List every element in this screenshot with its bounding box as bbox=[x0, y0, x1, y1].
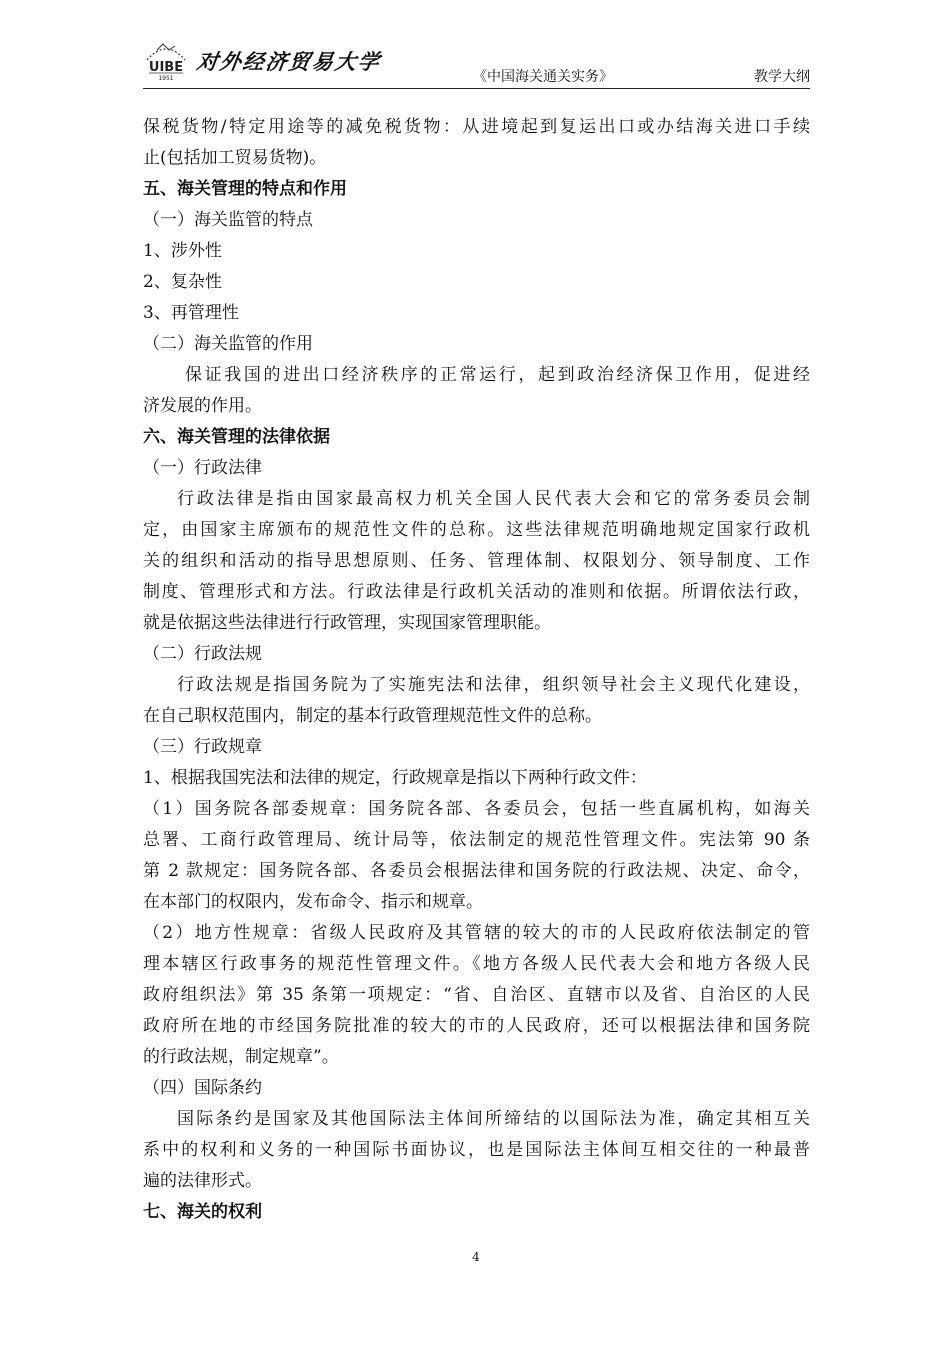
text-line: 就是依据这些法律进行行政管理，实现国家管理职能。 bbox=[143, 613, 551, 633]
text-line: 系中的权利和义务的一种国际书面协议，也是国际法主体间互相交往的一种最普 bbox=[143, 1140, 810, 1160]
text-line: 定，由国家主席颁布的规范性文件的总称。这些法律规范明确地规定国家行政机 bbox=[143, 520, 810, 540]
list-item: 2、复杂性 bbox=[143, 272, 222, 292]
logo-year: 1951 bbox=[158, 75, 174, 82]
document-type: 教学大纲 bbox=[754, 69, 810, 85]
text-line: 政府组织法》第 35 条第一项规定：“省、自治区、直辖市以及省、自治区的人民 bbox=[143, 985, 810, 1005]
text-line: 在自己职权范围内，制定的基本行政管理规范性文件的总称。 bbox=[143, 706, 602, 726]
text-line: 行政法规是指国务院为了实施宪法和法律，组织领导社会主义现代化建设， bbox=[177, 675, 810, 695]
body-text bbox=[143, 112, 810, 1228]
text-line: 保证我国的进出口经济秩序的正常运行，起到政治经济保卫作用，促进经 bbox=[185, 365, 810, 385]
text-line: 国际条约是国家及其他国际法主体间所缔结的以国际法为准，确定其相互关 bbox=[177, 1109, 810, 1129]
section-heading: 六、海关管理的法律依据 bbox=[143, 427, 330, 447]
list-item: 3、再管理性 bbox=[143, 303, 239, 323]
list-item: 1、涉外性 bbox=[143, 241, 222, 261]
subsection-heading: （二）海关监管的作用 bbox=[143, 334, 313, 354]
text-line: 在本部门的权限内，发布命令、指示和规章。 bbox=[143, 892, 483, 912]
subsection-heading: （四）国际条约 bbox=[143, 1078, 262, 1098]
subsection-heading: （三）行政规章 bbox=[143, 737, 262, 757]
text-line: （1）国务院各部委规章：国务院各部、各委员会，包括一些直属机构，如海关 bbox=[143, 799, 810, 819]
course-title: 《中国海关通关实务》 bbox=[473, 69, 613, 85]
section-heading: 七、海关的权利 bbox=[143, 1202, 262, 1222]
page-number: 4 bbox=[472, 1250, 480, 1264]
text-line: 止(包括加工贸易货物)。 bbox=[143, 148, 327, 168]
text-line: 的行政法规，制定规章”。 bbox=[143, 1047, 339, 1067]
page-header bbox=[143, 36, 810, 88]
text-line: 行政法律是指由国家最高权力机关全国人民代表大会和它的常务委员会制 bbox=[177, 489, 810, 509]
text-line: 1、根据我国宪法和法律的规定，行政规章是指以下两种行政文件： bbox=[143, 768, 647, 788]
text-line: 第 2 款规定：国务院各部、各委员会根据法律和国务院的行政法规、决定、命令， bbox=[143, 861, 810, 881]
section-heading: 五、海关管理的特点和作用 bbox=[143, 179, 347, 199]
subsection-heading: （二）行政法规 bbox=[143, 644, 262, 664]
subsection-heading: （一）海关监管的特点 bbox=[143, 210, 313, 230]
text-line: 保税货物/特定用途等的减免税货物：从进境起到复运出口或办结海关进口手续 bbox=[143, 117, 810, 137]
text-line: 关的组织和活动的指导思想原则、任务、管理体制、权限划分、领导制度、工作 bbox=[143, 551, 810, 571]
text-line: 理本辖区行政事务的规范性管理文件。《地方各级人民代表大会和地方各级人民 bbox=[143, 954, 810, 974]
university-name: 对外经济贸易大学 bbox=[195, 49, 383, 74]
text-line: 政府所在地的市经国务院批准的较大的市的人民政府，还可以根据法律和国务院 bbox=[143, 1016, 810, 1036]
subsection-heading: （一）行政法律 bbox=[143, 458, 262, 478]
university-logo bbox=[143, 40, 189, 82]
text-line: 遍的法律形式。 bbox=[143, 1171, 262, 1191]
text-line: 济发展的作用。 bbox=[143, 396, 262, 416]
text-line: （2）地方性规章：省级人民政府及其管辖的较大的市的人民政府依法制定的管 bbox=[143, 923, 810, 943]
text-line: 制度、管理形式和方法。行政法律是行政机关活动的准则和依据。所谓依法行政， bbox=[143, 582, 810, 602]
text-line: 总署、工商行政管理局、统计局等，依法制定的规范性管理文件。宪法第 90 条 bbox=[143, 830, 810, 850]
header-divider bbox=[143, 88, 810, 89]
logo-text: UIBE bbox=[148, 60, 184, 75]
